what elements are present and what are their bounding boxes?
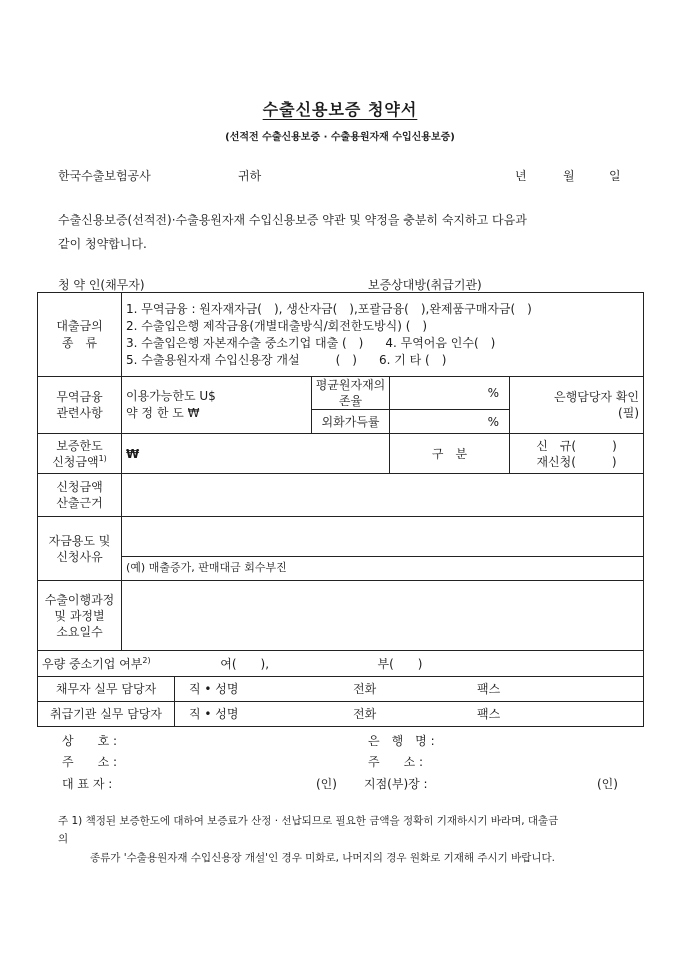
addressee-org: 한국수출보험공사	[58, 169, 151, 183]
process-label: 수출이행과정 및 과정별 소요일수	[38, 581, 122, 651]
bank-address-field[interactable]: 주 소 :	[368, 755, 424, 769]
trade-limits	[122, 377, 312, 434]
branch-manager-field[interactable]: 지점(부)장 :	[364, 777, 428, 791]
sme-row	[38, 651, 644, 677]
sme-no[interactable]: 부( )	[377, 656, 423, 671]
note-line-2: 종류가 '수출용원자재 수입신용장 개설'인 경우 미화로, 나머지의 경우 원화로 기재해 주시기 바랍니다.	[90, 852, 556, 864]
debtor-fax[interactable]: 팩스	[477, 682, 501, 697]
form-subtitle: (선적전 수출신용보증 · 수출용원자재 수입신용보증)	[225, 132, 455, 143]
trade-label: 무역금융 관련사항	[38, 377, 122, 434]
loan-type-row	[38, 293, 644, 377]
note-line-1: 주 1) 책정된 보증한도에 대하여 보증료가 산정 · 선납되므로 필요한 금액을 정확히 기재하시기 바라며, 대출금	[58, 815, 559, 827]
note-line-1b: 의	[58, 833, 69, 845]
branch-manager-seal: (인)	[597, 777, 618, 791]
addressee-honorific: 귀하	[238, 169, 262, 183]
debtor-contact-label: 채무자 실무 담당자	[38, 677, 175, 701]
agency-fax[interactable]: 팩스	[477, 707, 501, 722]
date-year: 년	[515, 169, 527, 183]
agency-name[interactable]: 직 • 성명	[189, 707, 239, 722]
agreed-limit[interactable]: 약 정 한 도 ₩	[126, 406, 200, 421]
sme-label: 우량 중소기업 여부$^{2)}$ 여( ),	[38, 651, 312, 677]
loan-option-3[interactable]: 3. 수출입은행 자본재수출 중소기업 대출 ( )	[126, 335, 364, 350]
date-day: 일	[609, 169, 621, 183]
usage-label: 자금용도 및 신청사유	[38, 517, 122, 581]
usage-input[interactable]	[122, 517, 644, 557]
basis-label: 신청금액 산출근거	[38, 474, 122, 517]
company-name-field[interactable]: 상 호 :	[62, 734, 118, 748]
division-label: 구 분	[390, 434, 510, 474]
process-input[interactable]	[122, 581, 644, 651]
applicant-label: 청 약 인(채무자)	[58, 278, 145, 292]
fx-ratio-value[interactable]: %	[390, 410, 510, 434]
usable-limit[interactable]: 이용가능한도 U$	[126, 389, 216, 404]
loan-option-5[interactable]: 5. 수출용원자재 수입신용장 개설 ( )	[126, 352, 357, 367]
debtor-contact-row	[38, 677, 644, 702]
division-renew: 재신청( )	[536, 454, 617, 469]
agency-phone[interactable]: 전화	[353, 707, 377, 722]
loan-option-1[interactable]: 1. 무역금융 : 원자재자금( ), 생산자금( ),포괄금융( ),완제품구매자금( )	[126, 301, 532, 316]
division-new: 신 규( )	[536, 438, 617, 453]
sme-yes[interactable]: 여( ),	[220, 656, 270, 671]
guarantee-amount[interactable]: ₩	[122, 434, 390, 474]
agency-contact-label: 취급기관 실무 담당자	[38, 702, 175, 726]
agency-contact-row	[38, 702, 644, 727]
guarantee-label: 보증한도 신청금액$^{1)}$	[38, 434, 122, 474]
sme-no-cell	[312, 651, 644, 677]
guarantee-row	[38, 434, 644, 474]
fx-ratio-label: 외화가득률	[312, 410, 390, 434]
trade-row-1	[38, 377, 644, 410]
usage-example: (예) 매출증가, 판매대금 회수부진	[122, 557, 644, 581]
bank-confirm[interactable]: 은행담당자 확인 (필)	[510, 377, 644, 434]
usage-example-row	[38, 557, 644, 581]
form-title: 수출신용보증 청약서	[262, 100, 418, 119]
intro-line-1: 수출신용보증(선적전)·수출용원자재 수입신용보증 약관 및 약정을 충분히 숙지하고 다음과	[58, 213, 527, 227]
intro-line-2: 같이 청약합니다.	[58, 237, 147, 251]
process-row	[38, 581, 644, 651]
basis-input[interactable]	[122, 474, 644, 517]
representative-seal: (인)	[316, 777, 337, 791]
avg-ratio-label: 평균원자재의존율	[312, 377, 390, 410]
basis-row	[38, 474, 644, 517]
company-address-field[interactable]: 주 소 :	[62, 755, 118, 769]
debtor-phone[interactable]: 전화	[353, 682, 377, 697]
representative-field[interactable]: 대 표 자 :	[62, 777, 113, 791]
usage-row	[38, 517, 644, 557]
loan-type-label: 대출금의 종 류	[38, 293, 122, 377]
loan-option-4[interactable]: 4. 무역어음 인수( )	[385, 335, 496, 350]
debtor-name[interactable]: 직 • 성명	[189, 682, 239, 697]
avg-ratio-value[interactable]: %	[390, 377, 510, 410]
loan-type-options	[122, 293, 644, 377]
date-month: 월	[563, 169, 575, 183]
bank-name-field[interactable]: 은 행 명 :	[368, 734, 435, 748]
loan-option-2[interactable]: 2. 수출입은행 제작금융(개별대출방식/회전한도방식) ( )	[126, 318, 428, 333]
application-form-table	[37, 292, 644, 727]
division-options[interactable]	[510, 434, 644, 474]
counterparty-label: 보증상대방(취급기관)	[368, 278, 482, 292]
loan-option-6[interactable]: 6. 기 타 ( )	[378, 352, 447, 367]
